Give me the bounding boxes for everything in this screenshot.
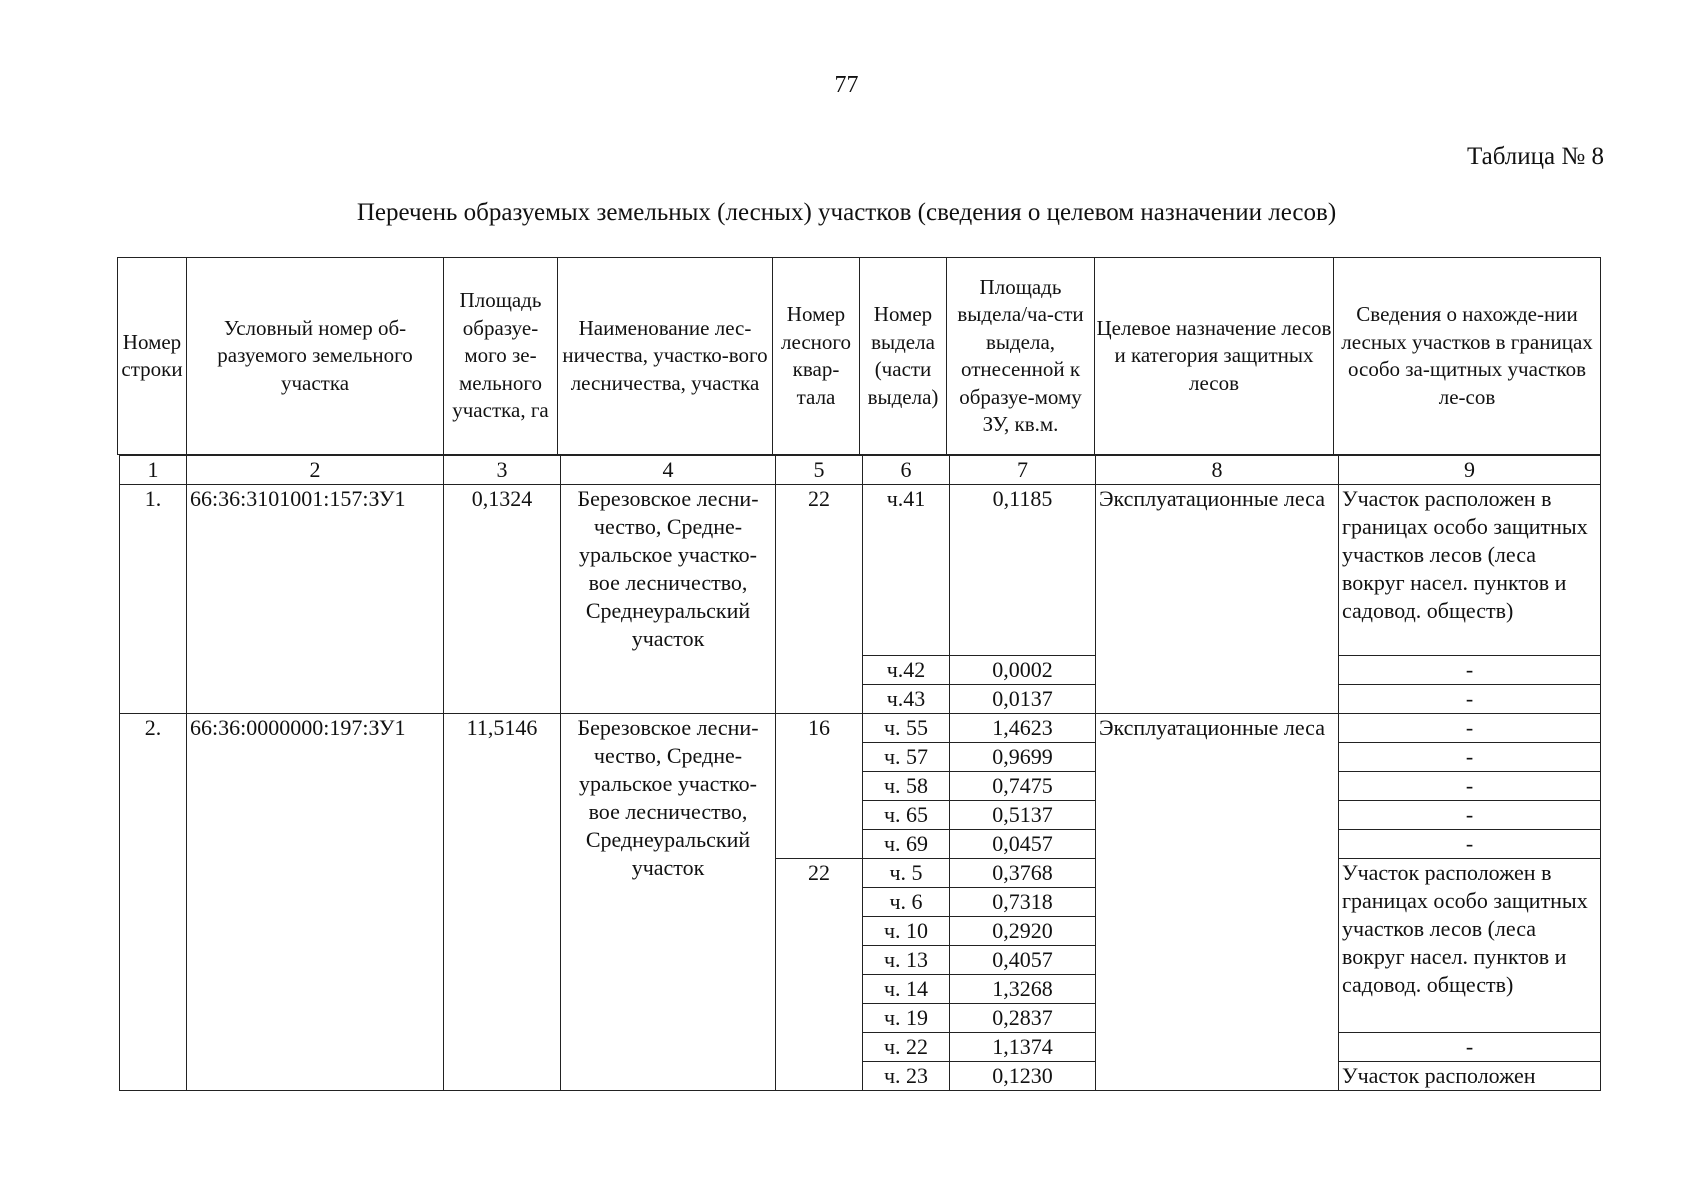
- col-number: 8: [1096, 456, 1339, 485]
- protected-info: -: [1339, 743, 1601, 772]
- vydel-area: 0,2837: [950, 1004, 1096, 1033]
- vydel-area: 0,9699: [950, 743, 1096, 772]
- vydel-number: ч. 57: [863, 743, 950, 772]
- vydel-area: 0,1230: [950, 1062, 1096, 1091]
- vydel-number: ч. 5: [863, 859, 950, 888]
- vydel-area: 0,5137: [950, 801, 1096, 830]
- vydel-number: ч. 22: [863, 1033, 950, 1062]
- forest-quarter: 22: [776, 859, 863, 1091]
- vydel-number: ч. 14: [863, 975, 950, 1004]
- protected-info: Участок расположен: [1339, 1062, 1601, 1091]
- forest-purpose: Эксплуатационные леса: [1096, 485, 1339, 714]
- col-number: 4: [561, 456, 776, 485]
- protected-info: -: [1339, 801, 1601, 830]
- vydel-area: 0,0002: [950, 656, 1096, 685]
- vydel-area: 0,7475: [950, 772, 1096, 801]
- vydel-area: 0,0137: [950, 685, 1096, 714]
- table-label: Таблица № 8: [1466, 143, 1604, 170]
- row-number: 1.: [120, 485, 187, 714]
- page-number: 77: [834, 72, 859, 98]
- forest-quarter: 22: [776, 485, 863, 714]
- col-number: 5: [776, 456, 863, 485]
- vydel-area: 0,2920: [950, 917, 1096, 946]
- vydel-number: ч. 69: [863, 830, 950, 859]
- protected-info: -: [1339, 685, 1601, 714]
- vydel-number: ч.41: [863, 485, 950, 656]
- header-purpose: Целевое назначение лесов и категория защитных лесов: [1095, 258, 1334, 455]
- vydel-number: ч. 13: [863, 946, 950, 975]
- vydel-number: ч. 10: [863, 917, 950, 946]
- vydel-number: ч. 55: [863, 714, 950, 743]
- header-vydel-area: Площадь выдела/ча-сти выдела, отнесенной к образуе-мому ЗУ, кв.м.: [947, 258, 1095, 455]
- header-cadastral-number: Условный номер об-разуемого земельного участка: [187, 258, 444, 455]
- table-row: [120, 485, 1601, 656]
- vydel-area: 0,3768: [950, 859, 1096, 888]
- protected-info: Участок расположен в границах особо защитных участков лесов (леса вокруг насел. пунктов и садовод. обществ): [1339, 859, 1601, 1033]
- column-number-row: [120, 456, 1601, 485]
- col-number: 6: [863, 456, 950, 485]
- col-number: 3: [444, 456, 561, 485]
- protected-info: Участок расположен в границах особо защитных участков лесов (леса вокруг насел. пунктов и садовод. обществ): [1339, 485, 1601, 656]
- protected-info: -: [1339, 656, 1601, 685]
- col-number: 2: [187, 456, 444, 485]
- protected-info: -: [1339, 1033, 1601, 1062]
- parcel-area: 11,5146: [444, 714, 561, 1091]
- header-protected-info: Сведения о нахожде-нии лесных участков в границах особо за-щитных участков ле-сов: [1334, 258, 1601, 455]
- vydel-area: 0,7318: [950, 888, 1096, 917]
- table-body: [119, 455, 1601, 1091]
- vydel-number: ч. 19: [863, 1004, 950, 1033]
- vydel-number: ч.43: [863, 685, 950, 714]
- header-forestry-name: Наименование лес-ничества, участко-вого лесничества, участка: [558, 258, 773, 455]
- parcel-area: 0,1324: [444, 485, 561, 714]
- table-header: [117, 257, 1601, 455]
- vydel-area: 0,0457: [950, 830, 1096, 859]
- row-number: 2.: [120, 714, 187, 1091]
- vydel-area: 1,3268: [950, 975, 1096, 1004]
- vydel-area: 1,4623: [950, 714, 1096, 743]
- cadastral-number: 66:36:0000000:197:ЗУ1: [187, 714, 444, 1091]
- protected-info: -: [1339, 772, 1601, 801]
- col-number: 1: [120, 456, 187, 485]
- forestry-name: Березовское лесни-чество, Средне-уральское участко-вое лесничество, Среднеуральский участок: [561, 714, 776, 1091]
- vydel-number: ч. 65: [863, 801, 950, 830]
- vydel-area: 0,4057: [950, 946, 1096, 975]
- col-number: 7: [950, 456, 1096, 485]
- forest-quarter: 16: [776, 714, 863, 859]
- vydel-area: 1,1374: [950, 1033, 1096, 1062]
- vydel-number: ч.42: [863, 656, 950, 685]
- table-title: Перечень образуемых земельных (лесных) участков (сведения о целевом назначении лесов): [356, 199, 1337, 226]
- header-row-number: Номер строки: [118, 258, 187, 455]
- vydel-number: ч. 6: [863, 888, 950, 917]
- vydel-number: ч. 23: [863, 1062, 950, 1091]
- header-forest-quarter: Номер лесного квар-тала: [773, 258, 860, 455]
- forest-purpose: Эксплуатационные леса: [1096, 714, 1339, 1091]
- header-parcel-area: Площадь образуе-мого зе-мельного участка, га: [444, 258, 558, 455]
- protected-info: -: [1339, 714, 1601, 743]
- forestry-name: Березовское лесни-чество, Средне-уральское участко-вое лесничество, Среднеуральский участок: [561, 485, 776, 714]
- table-row: [120, 714, 1601, 743]
- protected-info: -: [1339, 830, 1601, 859]
- vydel-area: 0,1185: [950, 485, 1096, 656]
- vydel-number: ч. 58: [863, 772, 950, 801]
- header-vydel-number: Номер выдела (части выдела): [860, 258, 947, 455]
- col-number: 9: [1339, 456, 1601, 485]
- cadastral-number: 66:36:3101001:157:ЗУ1: [187, 485, 444, 714]
